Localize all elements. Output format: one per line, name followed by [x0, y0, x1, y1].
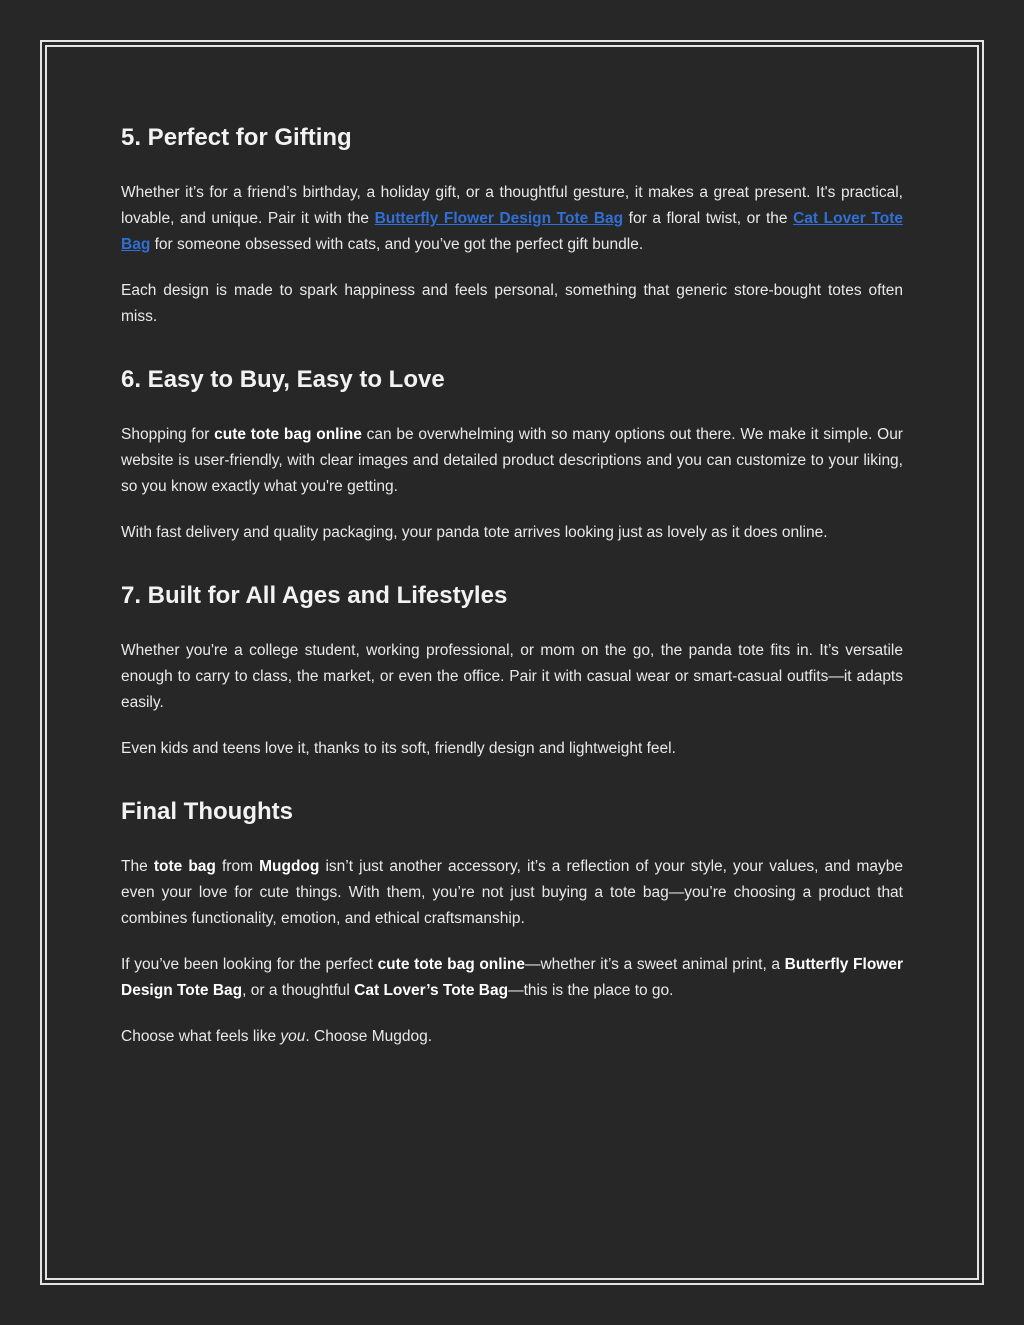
paragraph: Each design is made to spark happiness and feels personal, something that generic store-bought totes often miss.: [121, 282, 903, 325]
text-run: isn’t just another accessory, it’s a reflection of your style, your values, and maybe even your love for cute things. With them, you’re not just buying a tote bag—you’re choosing a product that combines functionality, emotion, and ethical craftsmanship.: [121, 858, 903, 927]
paragraph: With fast delivery and quality packaging, your panda tote arrives looking just as lovely as it does online.: [121, 524, 828, 541]
text-run: for a floral twist, or the: [623, 210, 794, 227]
paragraph: [121, 180, 903, 258]
text-run: —whether it’s a sweet animal print, a: [524, 956, 785, 973]
paragraph: [121, 854, 903, 932]
text-run: Shopping for: [121, 426, 215, 443]
section-heading: 7. Built for All Ages and Lifestyles: [121, 582, 508, 609]
text-run: Choose what feels like: [121, 1028, 281, 1045]
section-final-thoughts: [121, 792, 903, 1050]
text-run: The: [121, 858, 154, 875]
bold-text: cute tote bag online: [214, 426, 362, 443]
text-run: from: [215, 858, 260, 875]
section-heading: Final Thoughts: [121, 798, 293, 825]
section-heading: 5. Perfect for Gifting: [121, 124, 352, 151]
paragraph: Whether you're a college student, working professional, or mom on the go, the panda tote fits in. It’s versatile enough to carry to class, the market, or even the office. Pair it with casual wear or smart-casual outfits—it adapts easily.: [121, 642, 903, 711]
butterfly-tote-link[interactable]: Butterfly Flower Design Tote Bag: [374, 210, 624, 227]
section-heading: 6. Easy to Buy, Easy to Love: [121, 366, 445, 393]
bold-text: cute tote bag online: [377, 956, 525, 973]
text-run: If you’ve been looking for the perfect: [121, 956, 378, 973]
text-run: , or a thoughtful: [242, 982, 355, 999]
text-run: can be overwhelming with so many options out there. We make it simple. Our website is user-friendly, with clear images and detailed product descriptions and you can customize to your liking, so you know exactly what you're getting.: [121, 426, 903, 495]
paragraph: [121, 952, 903, 1004]
text-run: . Choose Mugdog.: [305, 1028, 433, 1045]
paragraph: [121, 1024, 903, 1050]
text-run: —this is the place to go.: [508, 982, 674, 999]
paragraph: Even kids and teens love it, thanks to its soft, friendly design and lightweight feel.: [121, 740, 676, 757]
section-perfect-for-gifting: [121, 118, 903, 330]
section-easy-to-buy: [121, 360, 903, 546]
bold-text: Cat Lover’s Tote Bag: [354, 982, 509, 999]
italic-text: you: [280, 1028, 306, 1045]
bold-text: tote bag: [153, 858, 216, 875]
text-run: Whether it’s for a friend’s birthday, a holiday gift, or a thoughtful gesture, it makes a great present. It's practical, lovable, and unique. Pair it with the: [121, 184, 903, 227]
section-all-ages: [121, 576, 903, 762]
text-run: for someone obsessed with cats, and you’ve got the perfect gift bundle.: [150, 236, 644, 253]
paragraph: [121, 422, 903, 500]
cat-lover-tote-link[interactable]: Cat Lover Tote Bag: [121, 210, 903, 253]
bold-text: Butterfly Flower Design Tote Bag: [121, 956, 903, 999]
document-content: [121, 118, 903, 1070]
bold-text: Mugdog: [259, 858, 320, 875]
